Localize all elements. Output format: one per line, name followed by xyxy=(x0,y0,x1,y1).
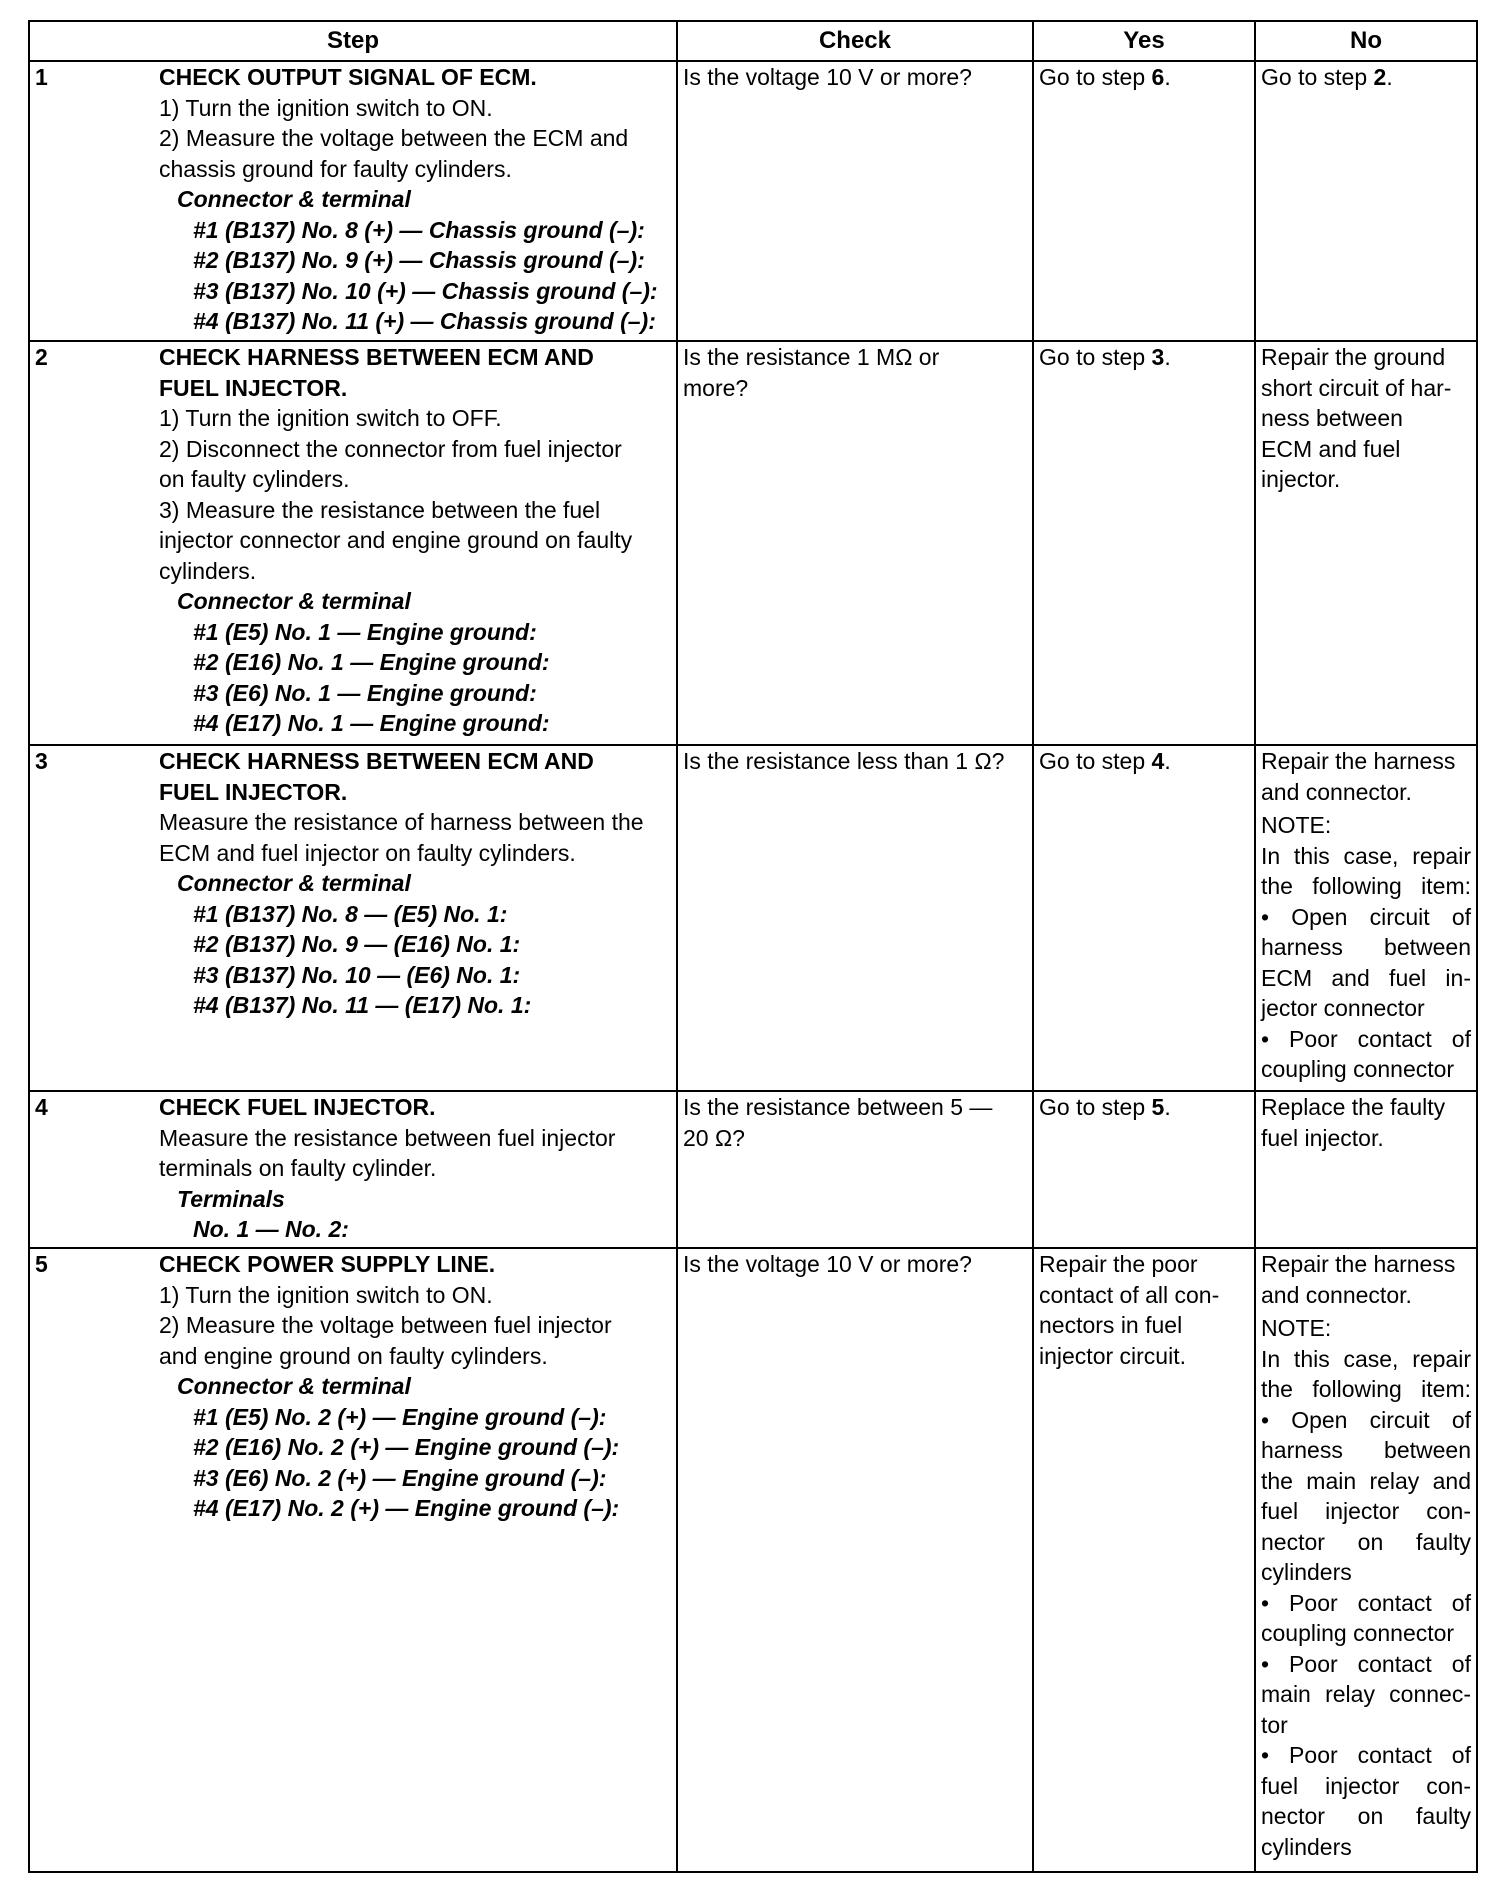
step-instruction: 2) Measure the voltage between fuel injector xyxy=(159,1312,612,1338)
yes-prefix: Go to step xyxy=(1039,344,1152,370)
step-instruction: 2) Measure the voltage between the ECM and xyxy=(159,125,629,151)
no-text: ECM and fuel in- xyxy=(1261,964,1471,991)
no-cell xyxy=(1255,1248,1477,1872)
no-text: • Poor contact of xyxy=(1261,1650,1471,1677)
table-row xyxy=(29,61,1477,341)
no-text: Repair the ground xyxy=(1261,344,1446,370)
no-text: nector on faulty xyxy=(1261,1528,1471,1555)
no-text: cylinders xyxy=(1261,1833,1352,1860)
terminal-item: #4 (B137) No. 11 (+) — Chassis ground (–): xyxy=(193,308,656,334)
yes-text: contact of all con- xyxy=(1039,1281,1220,1308)
terminal-item: #2 (B137) No. 9 (+) — Chassis ground (–): xyxy=(193,247,645,273)
step-instruction: on faulty cylinders. xyxy=(159,466,350,492)
table-row xyxy=(29,745,1477,1091)
sub-heading: Connector & terminal xyxy=(177,186,411,212)
no-cell xyxy=(1255,1091,1477,1248)
step-title: CHECK OUTPUT SIGNAL OF ECM. xyxy=(159,64,537,90)
yes-text: injector circuit. xyxy=(1039,1342,1186,1369)
step-title: CHECK FUEL INJECTOR. xyxy=(159,1094,436,1120)
no-text: coupling connector xyxy=(1261,1620,1455,1646)
yes-suffix: . xyxy=(1164,1094,1171,1120)
no-step-number: 2 xyxy=(1373,64,1387,90)
no-cell xyxy=(1255,61,1477,341)
no-text: • Poor contact of xyxy=(1261,1025,1471,1052)
step-instruction: injector connector and engine ground on faulty xyxy=(159,527,633,553)
terminal-item: #3 (B137) No. 10 (+) — Chassis ground (–): xyxy=(193,277,658,304)
check-text: Is the resistance 1 MΩ or xyxy=(683,344,940,370)
terminal-item: #1 (E5) No. 2 (+) — Engine ground (–): xyxy=(193,1403,607,1430)
table-header-row xyxy=(29,21,1477,61)
yes-prefix: Go to step xyxy=(1039,748,1152,774)
check-cell xyxy=(677,1091,1033,1248)
no-text: injector. xyxy=(1261,466,1341,492)
no-text: short circuit of har- xyxy=(1261,374,1452,401)
step-instruction: 1) Turn the ignition switch to ON. xyxy=(159,1281,493,1308)
note-label: NOTE: xyxy=(1261,812,1332,838)
terminal-item: #1 (E5) No. 1 — Engine ground: xyxy=(193,618,537,645)
step-cell xyxy=(29,1248,677,1872)
yes-cell xyxy=(1033,341,1255,745)
terminal-item: No. 1 — No. 2: xyxy=(193,1216,349,1242)
step-instruction: 1) Turn the ignition switch to ON. xyxy=(159,94,493,121)
sub-heading: Connector & terminal xyxy=(177,870,411,896)
note-label: NOTE: xyxy=(1261,1315,1332,1341)
step-cell xyxy=(29,745,677,1091)
yes-cell xyxy=(1033,745,1255,1091)
no-text: harness between xyxy=(1261,934,1471,960)
terminal-item: #3 (E6) No. 2 (+) — Engine ground (–): xyxy=(193,1464,607,1491)
no-text: Repair the harness xyxy=(1261,1251,1456,1277)
no-text: • Open circuit of xyxy=(1261,1406,1471,1433)
yes-prefix: Go to step xyxy=(1039,1094,1152,1120)
terminal-item: #4 (E17) No. 2 (+) — Engine ground (–): xyxy=(193,1495,620,1521)
diagnostic-table xyxy=(28,20,1478,1873)
no-suffix: . xyxy=(1386,64,1393,90)
table-row xyxy=(29,1248,1477,1872)
step-title: FUEL INJECTOR. xyxy=(159,778,348,805)
no-text: • Poor contact of xyxy=(1261,1589,1471,1616)
no-text: • Poor contact of xyxy=(1261,1742,1471,1768)
header-no: No xyxy=(1255,21,1477,61)
no-text: the main relay and xyxy=(1261,1467,1471,1494)
no-text: fuel injector con- xyxy=(1261,1498,1471,1524)
yes-cell xyxy=(1033,1091,1255,1248)
terminal-item: #1 (B137) No. 8 (+) — Chassis ground (–): xyxy=(193,216,645,243)
check-text: Is the voltage 10 V or more? xyxy=(683,1251,972,1277)
step-title: CHECK HARNESS BETWEEN ECM AND xyxy=(159,748,594,774)
yes-step-number: 4 xyxy=(1151,748,1165,774)
no-text: jector connector xyxy=(1261,995,1425,1021)
yes-suffix: . xyxy=(1164,344,1171,370)
no-text: ness between xyxy=(1261,405,1403,431)
no-text: coupling connector xyxy=(1261,1056,1455,1082)
sub-heading: Connector & terminal xyxy=(177,588,411,614)
no-text: harness between xyxy=(1261,1437,1471,1463)
yes-step-number: 3 xyxy=(1151,344,1165,370)
table-row xyxy=(29,341,1477,745)
step-instruction: cylinders. xyxy=(159,557,257,584)
no-text: and connector. xyxy=(1261,778,1412,805)
check-text: 20 Ω? xyxy=(683,1124,745,1151)
terminal-item: #3 (B137) No. 10 — (E6) No. 1: xyxy=(193,961,521,988)
terminal-item: #4 (E17) No. 1 — Engine ground: xyxy=(193,710,550,736)
step-cell xyxy=(29,61,677,341)
terminal-item: #1 (B137) No. 8 — (E5) No. 1: xyxy=(193,900,508,927)
header-check: Check xyxy=(677,21,1033,61)
step-instruction: 3) Measure the resistance between the fuel xyxy=(159,496,601,523)
no-text: cylinders xyxy=(1261,1559,1352,1585)
step-number: 2 xyxy=(35,344,48,370)
yes-prefix: Go to step xyxy=(1039,64,1152,90)
step-number: 5 xyxy=(35,1251,48,1277)
no-text: the following item: xyxy=(1261,1376,1471,1402)
yes-cell xyxy=(1033,1248,1255,1872)
check-cell xyxy=(677,341,1033,745)
no-cell xyxy=(1255,745,1477,1091)
check-text: more? xyxy=(683,374,749,401)
check-cell xyxy=(677,61,1033,341)
terminal-item: #2 (E16) No. 1 — Engine ground: xyxy=(193,649,550,675)
header-step: Step xyxy=(29,21,677,61)
no-text: tor xyxy=(1261,1711,1288,1738)
no-text: nector on faulty xyxy=(1261,1803,1471,1829)
yes-suffix: . xyxy=(1164,748,1171,774)
sub-heading: Terminals xyxy=(177,1185,285,1212)
terminal-item: #4 (B137) No. 11 — (E17) No. 1: xyxy=(193,992,532,1018)
yes-step-number: 6 xyxy=(1151,64,1165,90)
step-instruction: 2) Disconnect the connector from fuel injector xyxy=(159,435,622,462)
step-instruction: terminals on faulty cylinder. xyxy=(159,1155,437,1181)
step-cell xyxy=(29,341,677,745)
no-cell xyxy=(1255,341,1477,745)
yes-cell xyxy=(1033,61,1255,341)
step-number: 1 xyxy=(35,64,48,90)
step-instruction: Measure the resistance of harness between the xyxy=(159,809,644,835)
check-text: Is the resistance between 5 — xyxy=(683,1094,993,1120)
step-instruction: Measure the resistance between fuel injector xyxy=(159,1124,616,1151)
no-text: fuel injector con- xyxy=(1261,1772,1471,1799)
no-text: • Open circuit of xyxy=(1261,903,1471,930)
step-instruction: 1) Turn the ignition switch to OFF. xyxy=(159,405,502,431)
terminal-item: #2 (E16) No. 2 (+) — Engine ground (–): xyxy=(193,1434,620,1460)
step-number: 4 xyxy=(35,1094,48,1120)
step-instruction: chassis ground for faulty cylinders. xyxy=(159,155,512,182)
no-text: In this case, repair xyxy=(1261,842,1471,869)
check-text: Is the voltage 10 V or more? xyxy=(683,64,972,90)
yes-step-number: 5 xyxy=(1151,1094,1165,1120)
step-instruction: ECM and fuel injector on faulty cylinders. xyxy=(159,839,576,866)
no-text: In this case, repair xyxy=(1261,1345,1471,1372)
terminal-item: #2 (B137) No. 9 — (E16) No. 1: xyxy=(193,931,521,957)
yes-text: Repair the poor xyxy=(1039,1251,1198,1277)
table-row xyxy=(29,1091,1477,1248)
yes-suffix: . xyxy=(1164,64,1171,90)
no-text: Repair the harness xyxy=(1261,748,1456,774)
check-text: Is the resistance less than 1 Ω? xyxy=(683,748,1005,774)
sub-heading: Connector & terminal xyxy=(177,1373,411,1399)
step-cell xyxy=(29,1091,677,1248)
step-instruction: and engine ground on faulty cylinders. xyxy=(159,1342,548,1369)
no-text: the following item: xyxy=(1261,873,1471,899)
no-text: Replace the faulty xyxy=(1261,1094,1446,1120)
step-title: FUEL INJECTOR. xyxy=(159,374,348,401)
header-yes: Yes xyxy=(1033,21,1255,61)
step-title: CHECK HARNESS BETWEEN ECM AND xyxy=(159,344,594,370)
no-prefix: Go to step xyxy=(1261,64,1374,90)
no-text: main relay connec- xyxy=(1261,1681,1471,1707)
terminal-item: #3 (E6) No. 1 — Engine ground: xyxy=(193,679,537,706)
yes-text: nectors in fuel xyxy=(1039,1312,1183,1338)
step-title: CHECK POWER SUPPLY LINE. xyxy=(159,1251,496,1277)
check-cell xyxy=(677,745,1033,1091)
no-text: fuel injector. xyxy=(1261,1124,1384,1151)
no-text: ECM and fuel xyxy=(1261,435,1401,462)
check-cell xyxy=(677,1248,1033,1872)
no-text: and connector. xyxy=(1261,1281,1412,1308)
step-number: 3 xyxy=(35,748,48,774)
